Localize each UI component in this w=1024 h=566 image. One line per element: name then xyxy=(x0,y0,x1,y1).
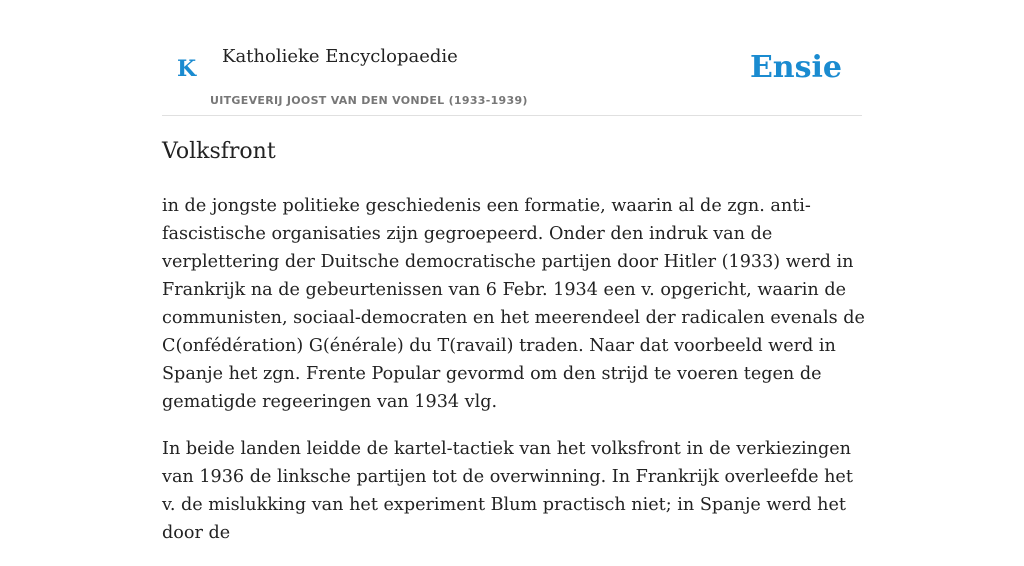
article-paragraph: In beide landen leidde de kartel-tactiek van het volksfront in de verkiezingen van 1936 de linksche partijen tot de overwinning. In Frankrijk overleefde het v. de mislukking van het experiment Blum practisch niet; in Spanje werd het door de xyxy=(162,439,853,543)
site-header xyxy=(162,0,862,116)
article-paragraph: in de jongste politieke geschiedenis een formatie, waarin al de zgn. anti-fascistische organisaties zijn gegroepeerd. Onder den indruk van de verplettering der Duitsche democratische partijen door Hitler (1933) werd in Frankrijk na de gebeurtenissen van 6 Febr. 1934 een v. opgericht, waarin de communisten, sociaal-democraten en het meerendeel der radicalen evenals de C(onfédération) G(énérale) du T(ravail) traden. Naar dat voorbeeld werd in Spanje het zgn. Frente Popular gevormd om den strijd te voeren tegen de gematigde regeeringen van 1934 vlg. xyxy=(162,196,865,412)
katholieke-logo-icon[interactable]: K xyxy=(177,56,197,82)
ensie-brand-link[interactable]: Ensie xyxy=(749,50,842,85)
page xyxy=(162,0,865,543)
article-title: Volksfront xyxy=(162,139,276,164)
publisher-subtitle: UITGEVERIJ JOOST VAN DEN VONDEL (1933-1939) xyxy=(210,94,528,107)
site-title[interactable]: Katholieke Encyclopaedie xyxy=(222,46,458,67)
article-body xyxy=(162,192,866,566)
